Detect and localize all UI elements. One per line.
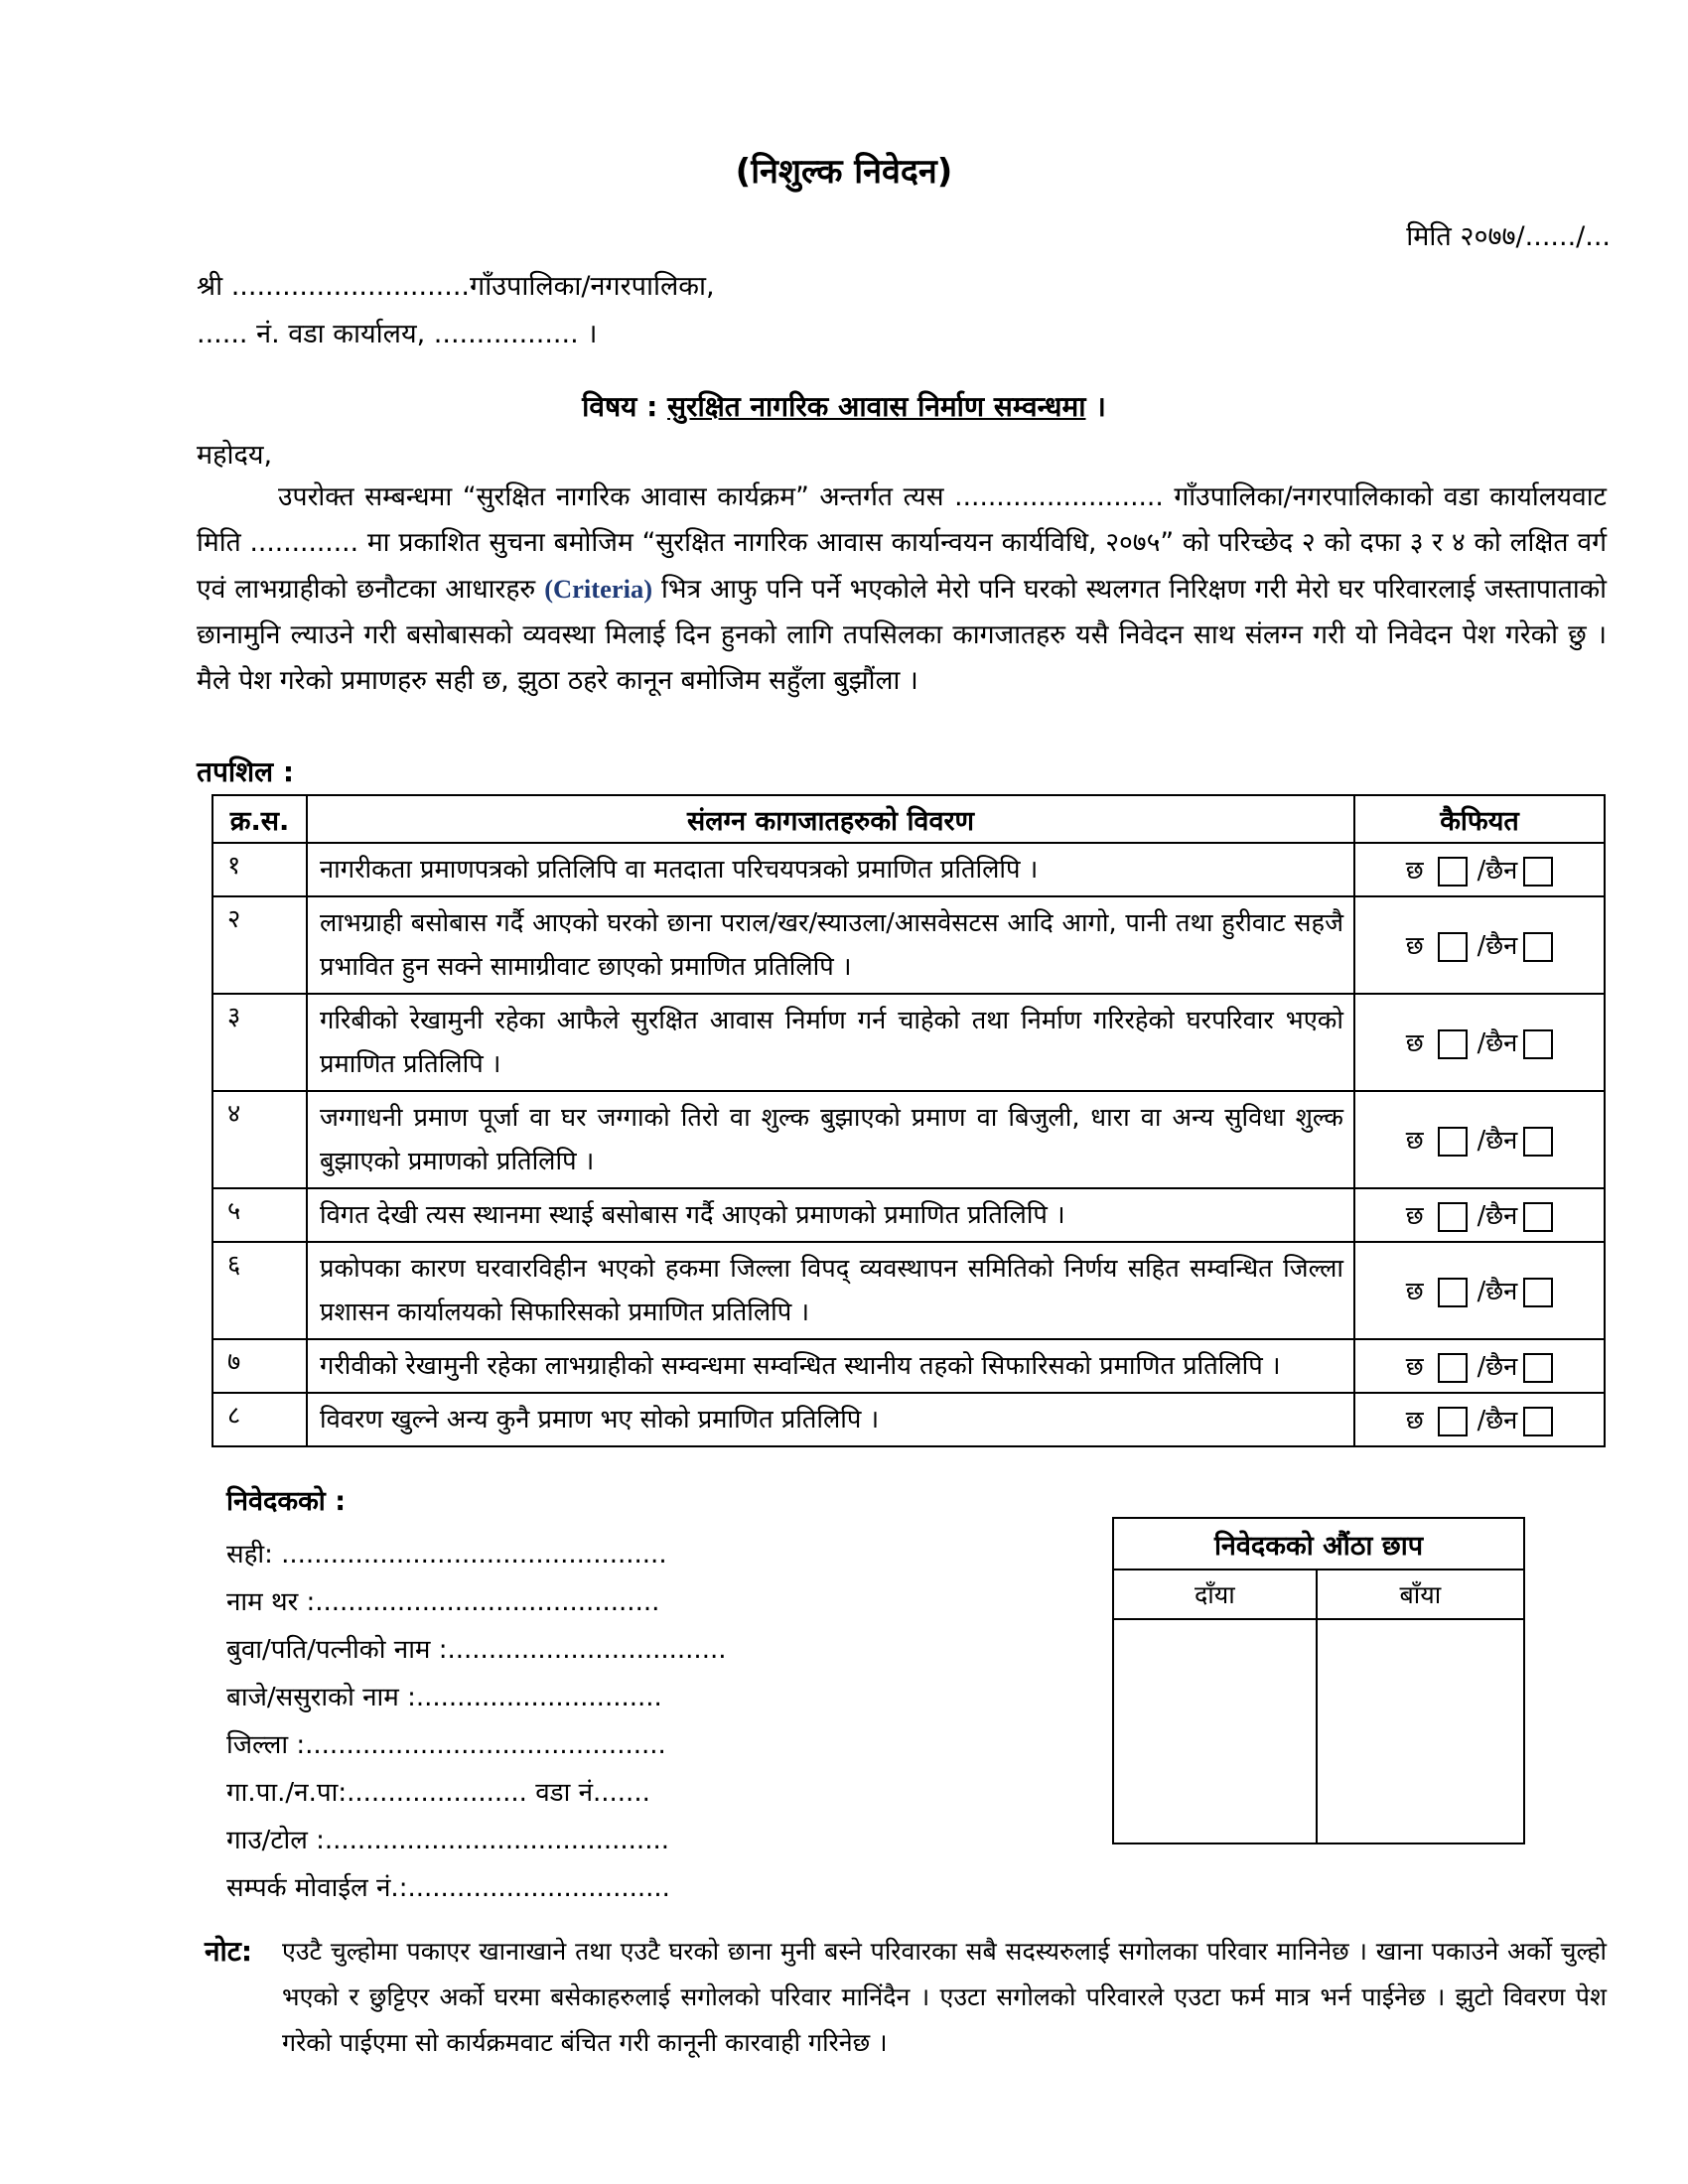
- row-remarks: [1354, 1242, 1605, 1339]
- row-sn: ५: [212, 1188, 307, 1242]
- date-line: मिति २०७७/....../...: [1406, 221, 1611, 252]
- thumbprint-title: निवेदकको औंठा छाप: [1113, 1518, 1524, 1570]
- row-remarks: [1354, 1393, 1605, 1446]
- row-sn: ६: [212, 1242, 307, 1339]
- document-title: (निशुल्क निवेदन): [735, 152, 953, 192]
- field-mobile: सम्पर्क मोवाईल नं.:................................: [226, 1873, 670, 1903]
- documents-table: [211, 794, 1606, 1447]
- yes-label: छ: [1405, 1126, 1424, 1156]
- yes-label: छ: [1405, 931, 1424, 961]
- no-label: /छैन: [1477, 1277, 1518, 1306]
- yes-label: छ: [1405, 1406, 1424, 1435]
- subject-label: विषय :: [582, 390, 658, 423]
- row-description: गरिबीको रेखामुनी रहेका आफैले सुरक्षित आवास निर्माण गर्न चाहेको तथा निर्माण गरिरहेको घरपरिवार भएको प्रमाणित प्रतिलिपि ।: [307, 994, 1354, 1091]
- row-sn: ४: [212, 1091, 307, 1188]
- table-row: [212, 1188, 1605, 1242]
- no-checkbox[interactable]: [1523, 1029, 1553, 1059]
- row-description: जग्गाधनी प्रमाण पूर्जा वा घर जग्गाको तिरो वा शुल्क बुझाएको प्रमाण वा बिजुली, धारा वा अन्य सुविधा शुल्क बुझाएको प्रमाणको प्रतिलिपि ।: [307, 1091, 1354, 1188]
- header-description: संलग्न कागजातहरुको विवरण: [307, 795, 1354, 843]
- row-sn: ७: [212, 1339, 307, 1393]
- table-row: [212, 1242, 1605, 1339]
- header-remarks: कैफियत: [1354, 795, 1605, 843]
- row-description: लाभग्राही बसोबास गर्दै आएको घरको छाना पराल/खर/स्याउला/आसवेसटस आदि आगो, पानी तथा हुरीवाट सहजै प्रभावित हुन सक्ने सामाग्रीवाट छाएको प्रमाणित प्रतिलिपि ।: [307, 896, 1354, 994]
- no-label: /छैन: [1477, 1028, 1518, 1058]
- thumbprint-right-box: [1113, 1619, 1317, 1843]
- applicant-heading: निवेदकको :: [226, 1486, 346, 1517]
- thumbprint-left-label: बाँया: [1317, 1570, 1524, 1619]
- table-row: [212, 994, 1605, 1091]
- no-label: /छैन: [1477, 1126, 1518, 1156]
- row-description: विगत देखी त्यस स्थानमा स्थाई बसोबास गर्दै आएको प्रमाणको प्रमाणित प्रतिलिपि ।: [307, 1188, 1354, 1242]
- body-part-2: भित्र आफु पनि पर्ने भएकोले मेरो पनि घरको स्थलगत निरिक्षण गरी मेरो घर परिवारलाई जस्तापाताको छानामुनि ल्याउने गरी बसोबासको व्यवस्था मिलाई दिन हुनको लागि तपसिलका कागजातहरु यसै निवेदन साथ संलग्न गरी यो निवेदन पेश गरेको छु । मैले पेश गरेको प्रमाणहरु सही छ, झुठा ठहरे कानून बमोजिम सहुँला बुझौंला ।: [197, 574, 1607, 696]
- field-father-husband-wife: बुवा/पति/पत्नीको नाम :..................................: [226, 1635, 727, 1665]
- row-remarks: [1354, 843, 1605, 896]
- thumbprint-left-box: [1317, 1619, 1524, 1843]
- no-checkbox[interactable]: [1523, 1278, 1553, 1307]
- table-row: [212, 1339, 1605, 1393]
- thumbprint-table: [1112, 1517, 1525, 1844]
- field-district: जिल्ला :............................................: [226, 1730, 666, 1760]
- yes-checkbox[interactable]: [1438, 1407, 1468, 1436]
- body-paragraph: [197, 475, 1607, 704]
- no-checkbox[interactable]: [1523, 857, 1553, 887]
- yes-checkbox[interactable]: [1438, 1202, 1468, 1232]
- row-sn: १: [212, 843, 307, 896]
- yes-label: छ: [1405, 1028, 1424, 1058]
- no-checkbox[interactable]: [1523, 1127, 1553, 1157]
- field-name: नाम थर :..........................................: [226, 1587, 660, 1617]
- note-text: एउटै चुल्होमा पकाएर खानाखाने तथा एउटै घरको छाना मुनी बस्ने परिवारका सबै सदस्यरुलाई सगोलका परिवार मानिनेछ । खाना पकाउने अर्को चुल्हो भएको र छुट्टिएर अर्को घरमा बसेकाहरुलाई सगोलको परिवार मानिंदैन । एउटा सगोलको परिवारले एउटा फर्म मात्र भर्न पाईनेछ । झुटो विवरण पेश गरेको पाईएमा सो कार्यक्रमवाट बंचित गरी कानूनी कारवाही गरिनेछ ।: [282, 1937, 1607, 2057]
- no-label: /छैन: [1477, 1352, 1518, 1382]
- address-line-1: श्री ............................गाँउपालिका/नगरपालिका,: [197, 271, 715, 302]
- row-description: गरीवीको रेखामुनी रहेका लाभग्राहीको सम्वन्धमा सम्वन्धित स्थानीय तहको सिफारिसको प्रमाणित प्रतिलिपि ।: [307, 1339, 1354, 1393]
- yes-checkbox[interactable]: [1438, 932, 1468, 962]
- yes-checkbox[interactable]: [1438, 1127, 1468, 1157]
- yes-checkbox[interactable]: [1438, 857, 1468, 887]
- row-description: प्रकोपका कारण घरवारविहीन भएको हकमा जिल्ला विपद् व्यवस्थापन समितिको निर्णय सहित सम्वन्धित जिल्ला प्रशासन कार्यालयको सिफारिसको प्रमाणित प्रतिलिपि ।: [307, 1242, 1354, 1339]
- criteria-term: (Criteria): [544, 574, 653, 604]
- row-sn: ८: [212, 1393, 307, 1446]
- field-municipality-ward: गा.पा./न.पा:...................... वडा नं.......: [226, 1778, 650, 1808]
- row-sn: २: [212, 896, 307, 994]
- field-grandfather-father-in-law: बाजे/ससुराको नाम :..............................: [226, 1683, 662, 1712]
- no-checkbox[interactable]: [1523, 1353, 1553, 1383]
- row-remarks: [1354, 994, 1605, 1091]
- subject-text: सुरक्षित नागरिक आवास निर्माण सम्वन्धमा: [667, 390, 1086, 423]
- row-description: नागरीकता प्रमाणपत्रको प्रतिलिपि वा मतदाता परिचयपत्रको प्रमाणित प्रतिलिपि ।: [307, 843, 1354, 896]
- no-checkbox[interactable]: [1523, 1407, 1553, 1436]
- yes-label: छ: [1405, 1201, 1424, 1231]
- no-label: /छैन: [1477, 931, 1518, 961]
- yes-checkbox[interactable]: [1438, 1029, 1468, 1059]
- no-checkbox[interactable]: [1523, 1202, 1553, 1232]
- applicant-fields: [226, 1531, 727, 1912]
- thumbprint-right-label: दाँया: [1113, 1570, 1317, 1619]
- row-sn: ३: [212, 994, 307, 1091]
- salutation: महोदय,: [197, 440, 273, 471]
- field-signature: सही: ...............................................: [226, 1540, 667, 1570]
- no-label: /छैन: [1477, 856, 1518, 886]
- table-row: [212, 843, 1605, 896]
- table-row: [212, 1393, 1605, 1446]
- note-label: नोट:: [205, 1935, 253, 1968]
- no-label: /छैन: [1477, 1201, 1518, 1231]
- subject-line: [0, 387, 1688, 425]
- no-checkbox[interactable]: [1523, 932, 1553, 962]
- row-remarks: [1354, 1339, 1605, 1393]
- body-part-1: उपरोक्त सम्बन्धमा “सुरक्षित नागरिक आवास कार्यक्रम” अन्तर्गत त्यस ......................... गाँउपालिका/नगरपालिकाको वडा कार्यालयवाट मिति ............. मा प्रकाशित सुचना बमोजिम “सुरक्षित नागरिक आवास कार्यान्वयन कार्यविधि, २०७५” को परिच्छेद २ को दफा ३ र ४ को लक्षित वर्ग एवं लाभग्राहीको छनौटका आधारहरु: [197, 481, 1607, 605]
- yes-label: छ: [1405, 1352, 1424, 1382]
- yes-checkbox[interactable]: [1438, 1353, 1468, 1383]
- no-label: /छैन: [1477, 1406, 1518, 1435]
- table-header-row: [212, 795, 1605, 843]
- table-row: [212, 1091, 1605, 1188]
- subject-end: ।: [1085, 390, 1106, 423]
- address-line-2: ...... नं. वडा कार्यालय, ................. ।: [197, 319, 598, 349]
- yes-label: छ: [1405, 856, 1424, 886]
- yes-checkbox[interactable]: [1438, 1278, 1468, 1307]
- field-village-tole: गाउ/टोल :..........................................: [226, 1826, 669, 1855]
- tapasil-label: तपशिल :: [197, 755, 295, 788]
- row-description: विवरण खुल्ने अन्य कुनै प्रमाण भए सोको प्रमाणित प्रतिलिपि ।: [307, 1393, 1354, 1446]
- yes-label: छ: [1405, 1277, 1424, 1306]
- row-remarks: [1354, 1188, 1605, 1242]
- row-remarks: [1354, 896, 1605, 994]
- table-row: [212, 896, 1605, 994]
- header-sn: क्र.स.: [212, 795, 307, 843]
- row-remarks: [1354, 1091, 1605, 1188]
